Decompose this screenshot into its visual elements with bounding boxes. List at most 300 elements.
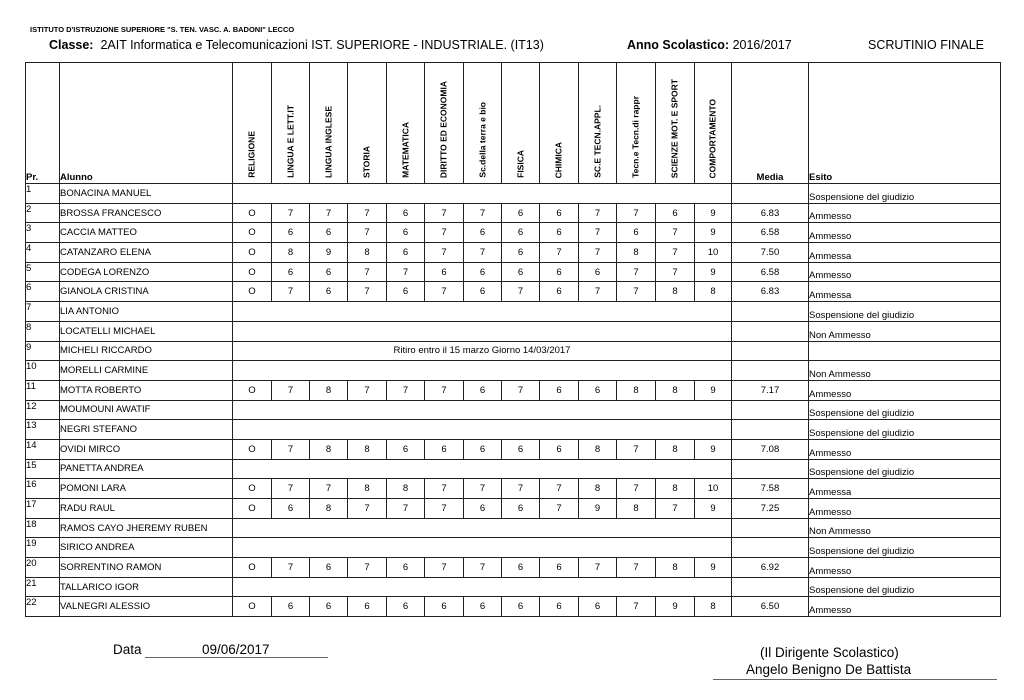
grade-cell: 7 <box>540 499 579 519</box>
student-name: NEGRI STEFANO <box>60 420 233 440</box>
table-row <box>26 558 1001 578</box>
outcome-cell: Non Ammesso <box>809 518 1001 538</box>
average-cell <box>732 420 809 440</box>
grade-cell: 8 <box>656 479 695 499</box>
grade-cell: 8 <box>617 499 656 519</box>
average-cell <box>732 577 809 597</box>
institute-name: ISTITUTO D'ISTRUZIONE SUPERIORE "S. TEN. VASC. A. BADONI" LECCO <box>30 25 295 34</box>
student-name: OVIDI MIRCO <box>60 439 233 459</box>
col-header-pr: Pr. <box>26 63 60 184</box>
table-row <box>26 518 1001 538</box>
grade-cell: 6 <box>617 223 656 243</box>
table-row <box>26 321 1001 341</box>
average-cell: 7.50 <box>732 243 809 263</box>
outcome-cell: Ammessa <box>809 479 1001 499</box>
grade-cell: 6 <box>502 243 540 263</box>
date-underline <box>145 657 328 658</box>
col-header-subject <box>425 63 464 184</box>
grade-cell: 7 <box>348 203 387 223</box>
row-number: 11 <box>26 380 60 400</box>
student-name: VALNEGRI ALESSIO <box>60 597 233 617</box>
grade-cell: 8 <box>656 282 695 302</box>
student-name: RAMOS CAYO JHEREMY RUBEN <box>60 518 233 538</box>
grade-cell: 6 <box>387 558 425 578</box>
table-row <box>26 302 1001 322</box>
signature-line <box>713 679 997 680</box>
grade-cell: 7 <box>617 203 656 223</box>
table-row <box>26 597 1001 617</box>
outcome-cell: Sospensione del giudizio <box>809 420 1001 440</box>
grade-cell: 6 <box>272 499 310 519</box>
grade-cell: 8 <box>617 380 656 400</box>
table-row <box>26 341 1001 361</box>
col-header-subject <box>310 63 348 184</box>
grade-cell: 7 <box>617 479 656 499</box>
row-number: 3 <box>26 223 60 243</box>
col-header-subject <box>387 63 425 184</box>
grade-cell: 9 <box>695 262 732 282</box>
grade-cell: 8 <box>310 380 348 400</box>
average-cell <box>732 400 809 420</box>
grade-cell: 8 <box>656 558 695 578</box>
grade-cell: 8 <box>656 439 695 459</box>
table-row <box>26 479 1001 499</box>
subject-label: CHIMICA <box>553 141 564 178</box>
student-name: CATANZARO ELENA <box>60 243 233 263</box>
student-name: BONACINA MANUEL <box>60 184 233 204</box>
grade-cell: 7 <box>502 380 540 400</box>
grade-cell: 8 <box>695 597 732 617</box>
outcome-cell: Ammesso <box>809 262 1001 282</box>
row-number: 21 <box>26 577 60 597</box>
outcome-cell: Ammesso <box>809 597 1001 617</box>
grades-table <box>25 62 1001 617</box>
average-cell <box>732 341 809 361</box>
row-number: 7 <box>26 302 60 322</box>
grade-cell: 6 <box>272 262 310 282</box>
average-cell <box>732 321 809 341</box>
grade-cell: 7 <box>425 203 464 223</box>
grade-cell: O <box>233 203 272 223</box>
row-number: 5 <box>26 262 60 282</box>
grade-cell: 7 <box>502 479 540 499</box>
principal-title: (Il Dirigente Scolastico) <box>760 645 899 660</box>
outcome-cell: Ammesso <box>809 380 1001 400</box>
grade-cell: 7 <box>656 499 695 519</box>
student-name: MOUMOUNI AWATIF <box>60 400 233 420</box>
row-number: 1 <box>26 184 60 204</box>
table-row <box>26 361 1001 381</box>
outcome-cell: Ammesso <box>809 558 1001 578</box>
student-name: TALLARICO IGOR <box>60 577 233 597</box>
row-number: 12 <box>26 400 60 420</box>
grade-cell: 6 <box>502 558 540 578</box>
grade-cell: 7 <box>348 262 387 282</box>
subject-label: SC.E TECN.APPL. <box>592 105 602 178</box>
grade-cell: 9 <box>579 499 617 519</box>
grades-merged-cell <box>233 459 732 479</box>
average-cell: 6.92 <box>732 558 809 578</box>
grade-cell: 8 <box>387 479 425 499</box>
grade-cell: 9 <box>695 223 732 243</box>
grade-cell: 6 <box>387 439 425 459</box>
subject-label: MATEMATICA <box>400 122 410 178</box>
grade-cell: 8 <box>310 439 348 459</box>
grade-cell: 6 <box>310 558 348 578</box>
grade-cell: 7 <box>464 243 502 263</box>
col-header-subject <box>233 63 272 184</box>
grade-cell: 6 <box>272 597 310 617</box>
student-name: PANETTA ANDREA <box>60 459 233 479</box>
table-row <box>26 439 1001 459</box>
grade-cell: 9 <box>695 499 732 519</box>
row-number: 16 <box>26 479 60 499</box>
average-cell: 6.83 <box>732 282 809 302</box>
grade-cell: 7 <box>310 203 348 223</box>
outcome-cell <box>809 341 1001 361</box>
average-cell <box>732 538 809 558</box>
grade-cell: 7 <box>348 223 387 243</box>
row-number: 20 <box>26 558 60 578</box>
grade-cell: 6 <box>310 223 348 243</box>
grade-cell: 9 <box>310 243 348 263</box>
grade-cell: 7 <box>272 558 310 578</box>
grade-cell: 6 <box>464 499 502 519</box>
grade-cell: 7 <box>425 243 464 263</box>
grade-cell: O <box>233 597 272 617</box>
grade-cell: 8 <box>310 499 348 519</box>
grades-merged-cell <box>233 184 732 204</box>
student-name: SIRICO ANDREA <box>60 538 233 558</box>
grade-cell: 7 <box>579 223 617 243</box>
grade-cell: 6 <box>540 262 579 282</box>
grade-cell: 8 <box>348 479 387 499</box>
scrutinio-title: SCRUTINIO FINALE <box>868 38 984 52</box>
grade-cell: 7 <box>272 479 310 499</box>
class-label: Classe: <box>49 38 94 52</box>
grade-cell: 6 <box>387 282 425 302</box>
class-value: 2AIT Informatica e Telecomunicazioni IST. SUPERIORE - INDUSTRIALE. (IT13) <box>100 38 544 52</box>
row-number: 15 <box>26 459 60 479</box>
col-header-subject <box>540 63 579 184</box>
table-row <box>26 420 1001 440</box>
average-cell: 7.08 <box>732 439 809 459</box>
row-number: 9 <box>26 341 60 361</box>
grade-cell: 6 <box>540 282 579 302</box>
grade-cell: 7 <box>656 223 695 243</box>
grade-cell: 6 <box>579 597 617 617</box>
grade-cell: 6 <box>272 223 310 243</box>
student-name: CACCIA MATTEO <box>60 223 233 243</box>
grade-cell: 6 <box>540 439 579 459</box>
grade-cell: 6 <box>464 282 502 302</box>
col-header-subject <box>617 63 656 184</box>
table-row <box>26 243 1001 263</box>
table-row <box>26 184 1001 204</box>
grade-cell: 9 <box>695 203 732 223</box>
table-row <box>26 400 1001 420</box>
col-header-subject <box>272 63 310 184</box>
student-name: BROSSA FRANCESCO <box>60 203 233 223</box>
col-header-esito: Esito <box>809 63 1001 184</box>
outcome-cell: Sospensione del giudizio <box>809 538 1001 558</box>
subject-label: RELIGIONE <box>246 131 257 178</box>
outcome-cell: Non Ammesso <box>809 361 1001 381</box>
outcome-cell: Ammesso <box>809 499 1001 519</box>
grades-merged-cell <box>233 302 732 322</box>
student-name: GIANOLA CRISTINA <box>60 282 233 302</box>
grade-cell: 6 <box>464 597 502 617</box>
grade-cell: 7 <box>617 597 656 617</box>
grade-cell: 8 <box>348 439 387 459</box>
grades-merged-cell <box>233 400 732 420</box>
grade-cell: 7 <box>425 499 464 519</box>
grade-cell: 6 <box>502 499 540 519</box>
school-year <box>627 38 792 52</box>
outcome-cell: Sospensione del giudizio <box>809 400 1001 420</box>
row-number: 6 <box>26 282 60 302</box>
grade-cell: 6 <box>540 380 579 400</box>
grade-cell: 8 <box>272 243 310 263</box>
grade-cell: 8 <box>579 439 617 459</box>
outcome-cell: Ammessa <box>809 243 1001 263</box>
subject-label: DIRITTO ED ECONOMIA <box>438 80 449 178</box>
grade-cell: 7 <box>464 558 502 578</box>
col-header-alunno: Alunno <box>60 63 233 184</box>
col-header-subject <box>656 63 695 184</box>
subject-label: LINGUA E LETT.IT <box>285 105 295 178</box>
grade-cell: O <box>233 439 272 459</box>
grade-cell: 6 <box>387 223 425 243</box>
grade-cell: 6 <box>464 439 502 459</box>
grade-cell: 6 <box>464 380 502 400</box>
grade-cell: 6 <box>387 597 425 617</box>
grade-cell: 6 <box>425 439 464 459</box>
grade-cell: 7 <box>348 282 387 302</box>
grade-cell: 6 <box>310 597 348 617</box>
grade-cell: 6 <box>502 223 540 243</box>
grade-cell: O <box>233 243 272 263</box>
student-name: RADU RAUL <box>60 499 233 519</box>
grade-cell: 7 <box>272 203 310 223</box>
grade-cell: 6 <box>310 262 348 282</box>
student-name: CODEGA LORENZO <box>60 262 233 282</box>
table-row <box>26 203 1001 223</box>
grades-merged-cell <box>233 538 732 558</box>
grade-cell: 7 <box>425 558 464 578</box>
outcome-cell: Ammesso <box>809 439 1001 459</box>
grade-cell: 8 <box>617 243 656 263</box>
grade-cell: 6 <box>656 203 695 223</box>
subject-label: LINGUA INGLESE <box>323 106 333 178</box>
row-number: 17 <box>26 499 60 519</box>
grade-cell: 9 <box>695 380 732 400</box>
grade-cell: 7 <box>540 479 579 499</box>
subject-label: STORIA <box>361 146 372 178</box>
grade-cell: 6 <box>464 223 502 243</box>
grade-cell: 7 <box>425 380 464 400</box>
grade-cell: 7 <box>617 262 656 282</box>
row-number: 18 <box>26 518 60 538</box>
row-number: 4 <box>26 243 60 263</box>
grade-cell: 6 <box>502 597 540 617</box>
grade-cell: 7 <box>617 439 656 459</box>
table-row <box>26 223 1001 243</box>
grade-cell: 7 <box>348 499 387 519</box>
school-year-value: 2016/2017 <box>732 38 792 52</box>
grade-cell: 7 <box>579 243 617 263</box>
col-header-subject <box>579 63 617 184</box>
subject-label: COMPORTAMENTO <box>707 98 718 178</box>
grade-cell: O <box>233 223 272 243</box>
grade-cell: 7 <box>387 262 425 282</box>
grade-cell: 9 <box>695 558 732 578</box>
table-row <box>26 577 1001 597</box>
grade-cell: 7 <box>425 223 464 243</box>
table-header-row <box>26 63 1001 184</box>
grade-cell: 7 <box>425 282 464 302</box>
grade-cell: 7 <box>387 380 425 400</box>
subject-label: FISICA <box>515 150 525 178</box>
grade-cell: 7 <box>656 243 695 263</box>
col-header-media: Media <box>732 63 809 184</box>
grade-cell: 7 <box>348 380 387 400</box>
grade-cell: 10 <box>695 479 732 499</box>
average-cell <box>732 184 809 204</box>
grade-cell: 7 <box>272 380 310 400</box>
grade-cell: 6 <box>425 262 464 282</box>
grade-cell: 6 <box>464 262 502 282</box>
grade-cell: 6 <box>310 282 348 302</box>
grade-cell: 6 <box>502 262 540 282</box>
outcome-cell: Sospensione del giudizio <box>809 577 1001 597</box>
table-row <box>26 538 1001 558</box>
grade-cell: 6 <box>387 203 425 223</box>
average-cell <box>732 302 809 322</box>
outcome-cell: Sospensione del giudizio <box>809 302 1001 322</box>
student-name: MOTTA ROBERTO <box>60 380 233 400</box>
grade-cell: 7 <box>579 558 617 578</box>
average-cell: 6.83 <box>732 203 809 223</box>
grade-cell: O <box>233 558 272 578</box>
grade-cell: 7 <box>348 558 387 578</box>
grade-cell: 6 <box>540 597 579 617</box>
average-cell: 6.58 <box>732 262 809 282</box>
outcome-cell: Ammesso <box>809 223 1001 243</box>
average-cell: 6.50 <box>732 597 809 617</box>
row-number: 8 <box>26 321 60 341</box>
grade-cell: 6 <box>387 243 425 263</box>
student-name: SORRENTINO RAMON <box>60 558 233 578</box>
grades-merged-cell: Ritiro entro il 15 marzo Giorno 14/03/2017 <box>233 341 732 361</box>
grade-cell: 9 <box>695 439 732 459</box>
grades-merged-cell <box>233 577 732 597</box>
table-row <box>26 282 1001 302</box>
grade-cell: 9 <box>656 597 695 617</box>
average-cell: 7.58 <box>732 479 809 499</box>
grade-cell: 6 <box>579 262 617 282</box>
date-value: 09/06/2017 <box>202 642 270 657</box>
outcome-cell: Ammessa <box>809 282 1001 302</box>
date-label: Data <box>113 642 142 657</box>
row-number: 14 <box>26 439 60 459</box>
grade-cell: 7 <box>425 479 464 499</box>
grade-cell: 7 <box>272 439 310 459</box>
grade-cell: 8 <box>695 282 732 302</box>
grade-cell: 7 <box>387 499 425 519</box>
grades-merged-cell <box>233 518 732 538</box>
grade-cell: 7 <box>579 203 617 223</box>
grade-cell: O <box>233 479 272 499</box>
average-cell: 7.17 <box>732 380 809 400</box>
student-name: LIA ANTONIO <box>60 302 233 322</box>
grade-cell: 6 <box>425 597 464 617</box>
grade-cell: O <box>233 380 272 400</box>
row-number: 10 <box>26 361 60 381</box>
grade-cell: 8 <box>579 479 617 499</box>
average-cell: 6.58 <box>732 223 809 243</box>
student-name: MORELLI CARMINE <box>60 361 233 381</box>
grade-cell: 7 <box>464 203 502 223</box>
student-name: MICHELI RICCARDO <box>60 341 233 361</box>
grade-cell: 6 <box>502 439 540 459</box>
table-row <box>26 262 1001 282</box>
grade-cell: 6 <box>540 203 579 223</box>
grade-cell: 7 <box>617 282 656 302</box>
row-number: 22 <box>26 597 60 617</box>
col-header-subject <box>502 63 540 184</box>
subject-label: Sc.della terra e bio <box>477 102 487 178</box>
outcome-cell: Non Ammesso <box>809 321 1001 341</box>
outcome-cell: Sospensione del giudizio <box>809 184 1001 204</box>
grade-cell: 7 <box>464 479 502 499</box>
grade-cell: 6 <box>540 558 579 578</box>
grade-cell: 7 <box>540 243 579 263</box>
grade-cell: 6 <box>502 203 540 223</box>
table-row <box>26 380 1001 400</box>
student-name: LOCATELLI MICHAEL <box>60 321 233 341</box>
grades-merged-cell <box>233 321 732 341</box>
col-header-subject <box>348 63 387 184</box>
grade-cell: 7 <box>502 282 540 302</box>
grade-cell: 6 <box>540 223 579 243</box>
grade-cell: 6 <box>348 597 387 617</box>
grades-merged-cell <box>233 420 732 440</box>
class-info <box>49 38 544 52</box>
school-year-label: Anno Scolastico: <box>627 38 730 52</box>
grade-cell: O <box>233 262 272 282</box>
average-cell <box>732 518 809 538</box>
grade-cell: 10 <box>695 243 732 263</box>
row-number: 13 <box>26 420 60 440</box>
grade-cell: O <box>233 282 272 302</box>
outcome-cell: Ammesso <box>809 203 1001 223</box>
grades-merged-cell <box>233 361 732 381</box>
row-number: 2 <box>26 203 60 223</box>
student-name: POMONI LARA <box>60 479 233 499</box>
grade-cell: 8 <box>348 243 387 263</box>
grade-cell: 7 <box>310 479 348 499</box>
col-header-subject <box>695 63 732 184</box>
average-cell <box>732 361 809 381</box>
table-row <box>26 499 1001 519</box>
subject-label: SCIENZE MOT. E SPORT <box>669 78 680 178</box>
grade-cell: 6 <box>579 380 617 400</box>
subject-label: Tecn.e Tecn.di rappr <box>630 96 641 178</box>
average-cell <box>732 459 809 479</box>
grade-cell: 7 <box>579 282 617 302</box>
table-row <box>26 459 1001 479</box>
